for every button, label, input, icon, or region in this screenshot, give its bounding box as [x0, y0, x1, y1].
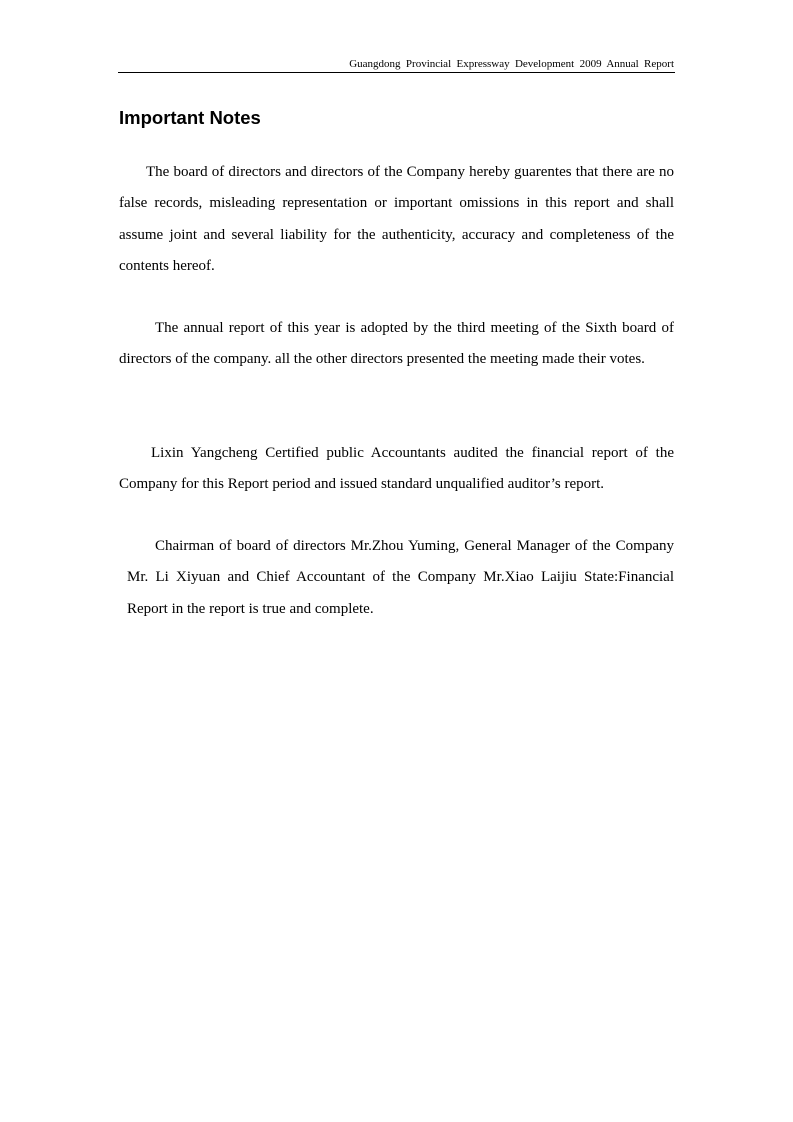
paragraph-executives-statement: Chairman of board of directors Mr.Zhou Yuming, General Manager of the Company Mr. Li Xiyuan and Chief Accountant of the Company Mr.Xiao Laijiu State:Financial Report in the report is true and complete.: [127, 538, 674, 617]
paragraph-board-guarantee: The board of directors and directors of the Company hereby guarentes that there are no false records, misleading representation or important omissions in this report and shall assume joint and several liability for the authenticity, accuracy and completeness of the contents hereof.: [119, 164, 674, 274]
paragraph-auditor-statement: Lixin Yangcheng Certified public Accountants audited the financial report of the Company for this Report period and issued standard unqualified auditor’s report.: [119, 445, 674, 493]
section-title: Important Notes: [119, 107, 261, 128]
running-header-title: Guangdong Provincial Expressway Development 2009 Annual Report: [349, 58, 674, 70]
paragraph-report-adoption: The annual report of this year is adopted by the third meeting of the Sixth board of directors of the company. all the other directors presented the meeting made their votes.: [119, 320, 674, 368]
page-header: [118, 56, 675, 73]
